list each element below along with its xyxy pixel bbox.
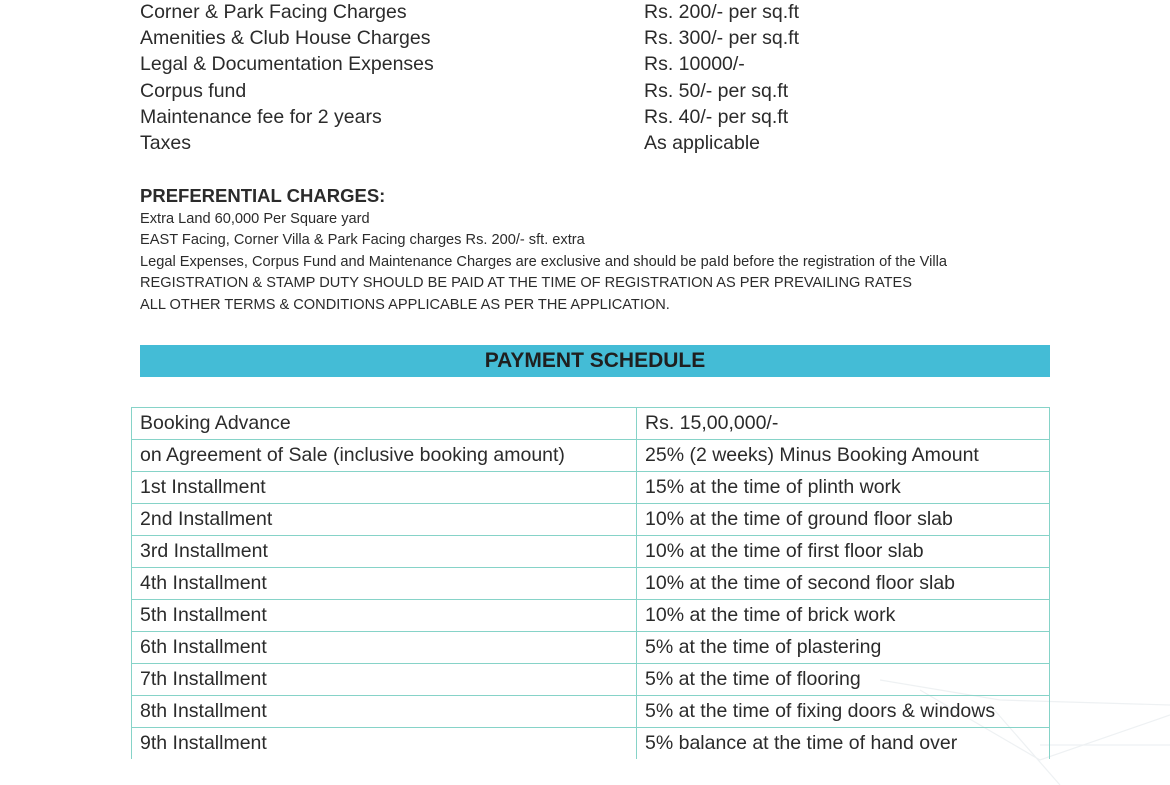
schedule-stage: 3rd Installment bbox=[132, 536, 637, 568]
table-row bbox=[132, 696, 1050, 728]
charge-value: Rs. 200/- per sq.ft bbox=[644, 1, 799, 23]
preferential-line: ALL OTHER TERMS & CONDITIONS APPLICABLE AS PER THE APPLICATION. bbox=[140, 296, 670, 313]
schedule-stage: 9th Installment bbox=[132, 728, 637, 760]
table-row bbox=[132, 632, 1050, 664]
charge-label: Amenities & Club House Charges bbox=[140, 27, 431, 50]
preferential-lines bbox=[140, 209, 1080, 316]
schedule-amount: 5% at the time of plastering bbox=[637, 632, 1050, 664]
schedule-stage: Booking Advance bbox=[132, 408, 637, 440]
schedule-stage: 1st Installment bbox=[132, 472, 637, 504]
preferential-line: REGISTRATION & STAMP DUTY SHOULD BE PAID AT THE TIME OF REGISTRATION AS PER PREVAILING RATES bbox=[140, 275, 912, 292]
schedule-amount: Rs. 15,00,000/- bbox=[637, 408, 1050, 440]
table-row bbox=[132, 568, 1050, 600]
table-row bbox=[132, 536, 1050, 568]
schedule-stage: 4th Installment bbox=[132, 568, 637, 600]
schedule-stage: 7th Installment bbox=[132, 664, 637, 696]
payment-schedule-table bbox=[131, 407, 1050, 759]
charge-row bbox=[140, 26, 1050, 52]
charge-label: Corner & Park Facing Charges bbox=[140, 1, 407, 23]
charge-label: Corpus fund bbox=[140, 79, 247, 102]
schedule-amount: 10% at the time of first floor slab bbox=[637, 536, 1050, 568]
charge-label: Legal & Documentation Expenses bbox=[140, 53, 434, 76]
preferential-charges bbox=[140, 185, 1080, 316]
charge-value: Rs. 50/- per sq.ft bbox=[644, 79, 789, 102]
schedule-stage: 8th Installment bbox=[132, 696, 637, 728]
preferential-line: Extra Land 60,000 Per Square yard bbox=[140, 211, 370, 227]
schedule-stage: 6th Installment bbox=[132, 632, 637, 664]
preferential-line: EAST Facing, Corner Villa & Park Facing charges Rs. 200/- sft. extra bbox=[140, 232, 585, 249]
charge-row bbox=[140, 131, 1050, 157]
preferential-line: Legal Expenses, Corpus Fund and Maintenance Charges are exclusive and should be paId before the registration of the Villa bbox=[140, 253, 947, 270]
table-row bbox=[132, 472, 1050, 504]
charge-row bbox=[140, 52, 1050, 78]
schedule-stage: 2nd Installment bbox=[132, 504, 637, 536]
table-row bbox=[132, 504, 1050, 536]
schedule-amount: 10% at the time of ground floor slab bbox=[637, 504, 1050, 536]
payment-schedule-banner: PAYMENT SCHEDULE bbox=[140, 345, 1050, 377]
schedule-stage: on Agreement of Sale (inclusive booking amount) bbox=[132, 440, 637, 472]
table-row bbox=[132, 408, 1050, 440]
schedule-amount: 10% at the time of brick work bbox=[637, 600, 1050, 632]
table-row bbox=[132, 728, 1050, 760]
charge-row bbox=[140, 0, 1050, 26]
table-row bbox=[132, 440, 1050, 472]
charge-value: Rs. 10000/- bbox=[644, 53, 745, 76]
schedule-amount: 15% at the time of plinth work bbox=[637, 472, 1050, 504]
charge-label: Taxes bbox=[140, 131, 191, 154]
charge-value: As applicable bbox=[644, 131, 760, 154]
preferential-heading: PREFERENTIAL CHARGES: bbox=[140, 185, 386, 206]
charges-list bbox=[140, 0, 1050, 157]
schedule-amount: 25% (2 weeks) Minus Booking Amount bbox=[637, 440, 1050, 472]
charge-row bbox=[140, 105, 1050, 131]
schedule-amount: 5% at the time of fixing doors & windows bbox=[637, 696, 1050, 728]
charge-value: Rs. 40/- per sq.ft bbox=[644, 105, 789, 128]
schedule-amount: 5% at the time of flooring bbox=[637, 664, 1050, 696]
charge-row bbox=[140, 79, 1050, 105]
schedule-stage: 5th Installment bbox=[132, 600, 637, 632]
table-row bbox=[132, 664, 1050, 696]
schedule-amount: 10% at the time of second floor slab bbox=[637, 568, 1050, 600]
schedule-amount: 5% balance at the time of hand over bbox=[637, 728, 1050, 760]
charge-label: Maintenance fee for 2 years bbox=[140, 105, 382, 128]
table-row bbox=[132, 600, 1050, 632]
charge-value: Rs. 300/- per sq.ft bbox=[644, 27, 799, 50]
